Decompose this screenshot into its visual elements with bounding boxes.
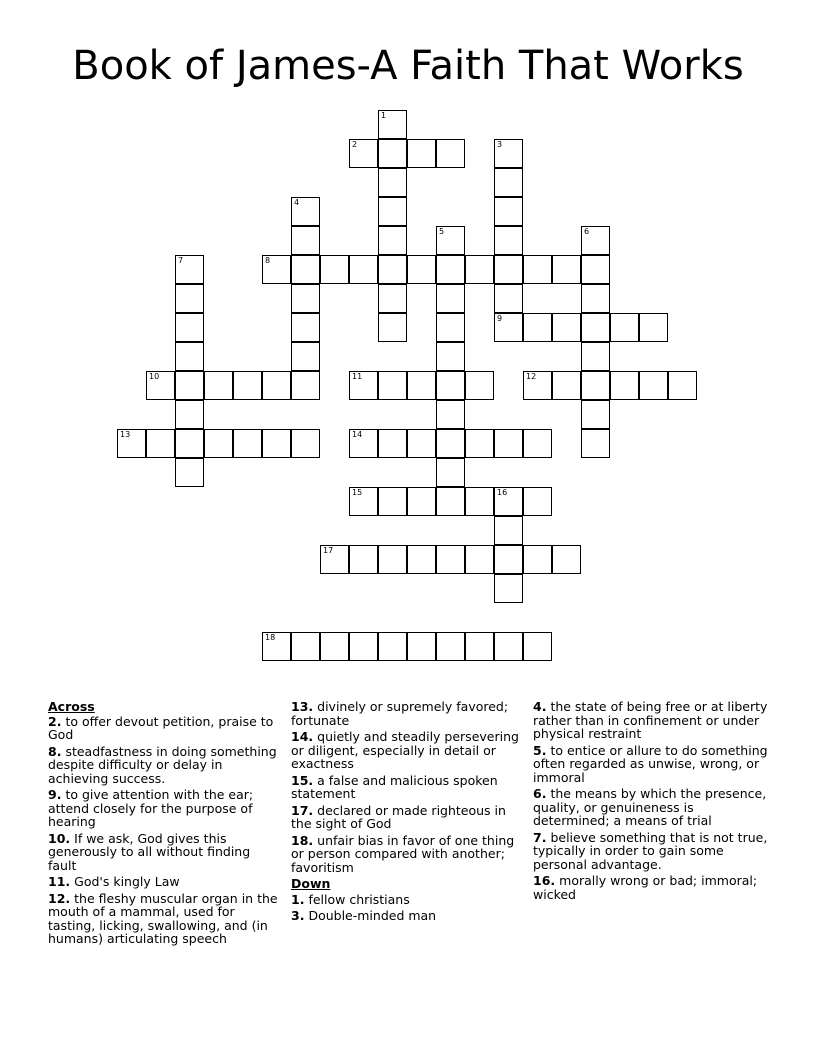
grid-cell[interactable] bbox=[436, 487, 465, 516]
grid-cell[interactable] bbox=[581, 400, 610, 429]
across-clue-11: 11. God's kingly Law bbox=[48, 874, 180, 889]
clue-column-2 bbox=[291, 700, 523, 926]
clue-number: 5 bbox=[439, 227, 445, 236]
grid-cell[interactable] bbox=[378, 226, 407, 255]
down-header: Down bbox=[291, 876, 331, 891]
clue-number: 10 bbox=[149, 372, 160, 381]
grid-cell[interactable] bbox=[436, 400, 465, 429]
grid-cell[interactable] bbox=[465, 429, 494, 458]
grid-cell[interactable] bbox=[552, 545, 581, 574]
across-clue-12: 12. the fleshy muscular organ in the mouth of a mammal, used for tasting, licking, swallowing, and (in humans) articulating speech bbox=[48, 890, 278, 946]
grid-cell[interactable] bbox=[494, 284, 523, 313]
grid-cell[interactable] bbox=[465, 632, 494, 661]
across-header: Across bbox=[48, 699, 95, 714]
grid-cell[interactable] bbox=[523, 255, 552, 284]
down-clue-4: 4. the state of being free or at liberty rather than in confinement or under physical restraint bbox=[533, 699, 768, 741]
grid-cell[interactable] bbox=[175, 400, 204, 429]
grid-cell[interactable] bbox=[581, 255, 610, 284]
grid-cell[interactable] bbox=[291, 313, 320, 342]
grid-cell[interactable] bbox=[233, 371, 262, 400]
grid-cell[interactable] bbox=[349, 139, 378, 168]
grid-cell[interactable] bbox=[291, 429, 320, 458]
clue-number: 11 bbox=[352, 372, 363, 381]
across-clue-10: 10. If we ask, God gives this generously to all without finding fault bbox=[48, 830, 251, 873]
across-clue-8: 8. steadfastness in doing something despite difficulty or delay in achieving success. bbox=[48, 743, 277, 786]
grid-cell[interactable] bbox=[581, 371, 610, 400]
clue-number: 2 bbox=[352, 140, 358, 149]
grid-cell[interactable] bbox=[175, 458, 204, 487]
grid-cell[interactable] bbox=[494, 516, 523, 545]
clue-number: 12 bbox=[526, 372, 537, 381]
grid-cell[interactable] bbox=[436, 313, 465, 342]
grid-cell[interactable] bbox=[262, 371, 291, 400]
grid-cell[interactable] bbox=[378, 429, 407, 458]
grid-cell[interactable] bbox=[291, 342, 320, 371]
grid-cell[interactable] bbox=[436, 371, 465, 400]
grid-cell[interactable] bbox=[378, 139, 407, 168]
puzzle-title: Book of James-A Faith That Works bbox=[72, 43, 744, 89]
grid-cell[interactable] bbox=[523, 313, 552, 342]
grid-cell[interactable] bbox=[378, 313, 407, 342]
grid-cell[interactable] bbox=[204, 429, 233, 458]
grid-cell[interactable] bbox=[494, 313, 523, 342]
clue-number: 13 bbox=[120, 430, 131, 439]
grid-cell[interactable] bbox=[494, 429, 523, 458]
grid-cell[interactable] bbox=[436, 139, 465, 168]
grid-cell[interactable] bbox=[407, 632, 436, 661]
grid-cell[interactable] bbox=[523, 429, 552, 458]
grid-cell[interactable] bbox=[349, 255, 378, 284]
grid-cell[interactable] bbox=[349, 632, 378, 661]
grid-cell[interactable] bbox=[407, 255, 436, 284]
grid-cell[interactable] bbox=[581, 313, 610, 342]
clue-number: 7 bbox=[178, 256, 184, 265]
grid-cell[interactable] bbox=[610, 371, 639, 400]
across-clue-9: 9. to give attention with the ear; attend closely for the purpose of hearing bbox=[48, 787, 254, 829]
grid-cell[interactable] bbox=[552, 313, 581, 342]
clue-number: 4 bbox=[294, 198, 300, 207]
across-clue-14: 14. quietly and steadily persevering or diligent, especially in detail or exactness bbox=[291, 729, 519, 771]
grid-cell[interactable] bbox=[465, 255, 494, 284]
grid-cell[interactable] bbox=[175, 429, 204, 458]
grid-cell[interactable] bbox=[581, 342, 610, 371]
across-clue-17: 17. declared or made righteous in the sight of God bbox=[291, 802, 506, 831]
grid-cell[interactable] bbox=[465, 371, 494, 400]
grid-cell[interactable] bbox=[378, 284, 407, 313]
clue-number: 6 bbox=[584, 227, 590, 236]
grid-cell[interactable] bbox=[262, 255, 291, 284]
grid-cell[interactable] bbox=[320, 255, 349, 284]
grid-cell[interactable] bbox=[378, 487, 407, 516]
grid-cell[interactable] bbox=[291, 284, 320, 313]
grid-cell[interactable] bbox=[465, 545, 494, 574]
down-clue-7: 7. believe something that is not true, typically in order to gain some personal advantage. bbox=[533, 829, 768, 872]
clue-number: 1 bbox=[381, 111, 387, 120]
grid-cell[interactable] bbox=[378, 545, 407, 574]
grid-cell[interactable] bbox=[262, 429, 291, 458]
grid-cell[interactable] bbox=[494, 226, 523, 255]
grid-cell[interactable] bbox=[523, 632, 552, 661]
grid-cell[interactable] bbox=[494, 168, 523, 197]
grid-cell[interactable] bbox=[494, 632, 523, 661]
grid-cell[interactable] bbox=[262, 632, 291, 661]
grid-cell[interactable] bbox=[610, 313, 639, 342]
grid-cell[interactable] bbox=[291, 255, 320, 284]
grid-cell[interactable] bbox=[436, 342, 465, 371]
grid-cell[interactable] bbox=[291, 371, 320, 400]
grid-cell[interactable] bbox=[639, 371, 668, 400]
grid-cell[interactable] bbox=[407, 487, 436, 516]
grid-cell[interactable] bbox=[523, 487, 552, 516]
clue-number: 9 bbox=[497, 314, 503, 323]
grid-cell[interactable] bbox=[494, 139, 523, 168]
grid-cell[interactable] bbox=[407, 545, 436, 574]
down-clue-16: 16. morally wrong or bad; immoral; wicked bbox=[533, 873, 758, 902]
grid-cell[interactable] bbox=[146, 429, 175, 458]
grid-cell[interactable] bbox=[378, 371, 407, 400]
clue-number: 18 bbox=[265, 633, 276, 642]
grid-cell[interactable] bbox=[523, 371, 552, 400]
clue-number: 8 bbox=[265, 256, 271, 265]
grid-cell[interactable] bbox=[349, 545, 378, 574]
grid-cell[interactable] bbox=[436, 255, 465, 284]
grid-cell[interactable] bbox=[291, 632, 320, 661]
grid-cell[interactable] bbox=[175, 371, 204, 400]
grid-cell[interactable] bbox=[349, 429, 378, 458]
down-clue-5: 5. to entice or allure to do something often regarded as unwise, wrong, or immoral bbox=[533, 742, 768, 785]
down-clue-6: 6. the means by which the presence, quality, or genuineness is determined; a means of trial bbox=[533, 786, 767, 828]
grid-cell[interactable] bbox=[175, 313, 204, 342]
grid-cell[interactable] bbox=[349, 487, 378, 516]
grid-cell[interactable] bbox=[320, 545, 349, 574]
grid-cell[interactable] bbox=[668, 371, 697, 400]
grid-cell[interactable] bbox=[552, 255, 581, 284]
clue-column-1 bbox=[48, 700, 280, 949]
grid-cell[interactable] bbox=[291, 197, 320, 226]
grid-cell[interactable] bbox=[436, 429, 465, 458]
grid-cell[interactable] bbox=[320, 632, 349, 661]
grid-cell[interactable] bbox=[494, 545, 523, 574]
down-clue-3: 3. Double-minded man bbox=[291, 908, 437, 923]
across-clue-18: 18. unfair bias in favor of one thing or person compared with another; favoritism bbox=[291, 832, 515, 875]
grid-cell[interactable] bbox=[349, 371, 378, 400]
grid-cell[interactable] bbox=[581, 284, 610, 313]
grid-cell[interactable] bbox=[436, 545, 465, 574]
grid-cell[interactable] bbox=[407, 371, 436, 400]
grid-cell[interactable] bbox=[552, 371, 581, 400]
grid-cell[interactable] bbox=[117, 429, 146, 458]
grid-cell[interactable] bbox=[639, 313, 668, 342]
grid-cell[interactable] bbox=[494, 255, 523, 284]
grid-cell[interactable] bbox=[378, 632, 407, 661]
grid-cell[interactable] bbox=[436, 284, 465, 313]
clue-number: 17 bbox=[323, 546, 334, 555]
grid-cell[interactable] bbox=[436, 458, 465, 487]
clue-number: 15 bbox=[352, 488, 363, 497]
grid-cell[interactable] bbox=[494, 197, 523, 226]
grid-cell[interactable] bbox=[436, 226, 465, 255]
down-clue-1: 1. fellow christians bbox=[291, 891, 410, 907]
grid-cell[interactable] bbox=[494, 487, 523, 516]
grid-cell[interactable] bbox=[378, 255, 407, 284]
grid-cell[interactable] bbox=[378, 197, 407, 226]
grid-cell[interactable] bbox=[204, 371, 233, 400]
grid-cell[interactable] bbox=[465, 487, 494, 516]
grid-cell[interactable] bbox=[407, 429, 436, 458]
grid-cell[interactable] bbox=[581, 429, 610, 458]
clue-column-3 bbox=[533, 700, 768, 904]
across-clue-2: 2. to offer devout petition, praise to God bbox=[48, 713, 274, 742]
grid-cell[interactable] bbox=[146, 371, 175, 400]
grid-cell[interactable] bbox=[436, 632, 465, 661]
grid-cell[interactable] bbox=[175, 255, 204, 284]
grid-cell[interactable] bbox=[494, 574, 523, 603]
grid-cell[interactable] bbox=[407, 139, 436, 168]
grid-cell[interactable] bbox=[378, 168, 407, 197]
clue-number: 3 bbox=[497, 140, 503, 149]
clue-number: 14 bbox=[352, 430, 363, 439]
grid-cell[interactable] bbox=[175, 284, 204, 313]
grid-cell[interactable] bbox=[291, 226, 320, 255]
grid-cell[interactable] bbox=[233, 429, 262, 458]
grid-cell[interactable] bbox=[175, 342, 204, 371]
grid-cell[interactable] bbox=[581, 226, 610, 255]
across-clue-15: 15. a false and malicious spoken statement bbox=[291, 772, 498, 801]
grid-cell[interactable] bbox=[378, 110, 407, 139]
grid-cell[interactable] bbox=[523, 545, 552, 574]
clue-number: 16 bbox=[497, 488, 508, 497]
across-clue-13: 13. divinely or supremely favored; fortunate bbox=[291, 699, 509, 728]
